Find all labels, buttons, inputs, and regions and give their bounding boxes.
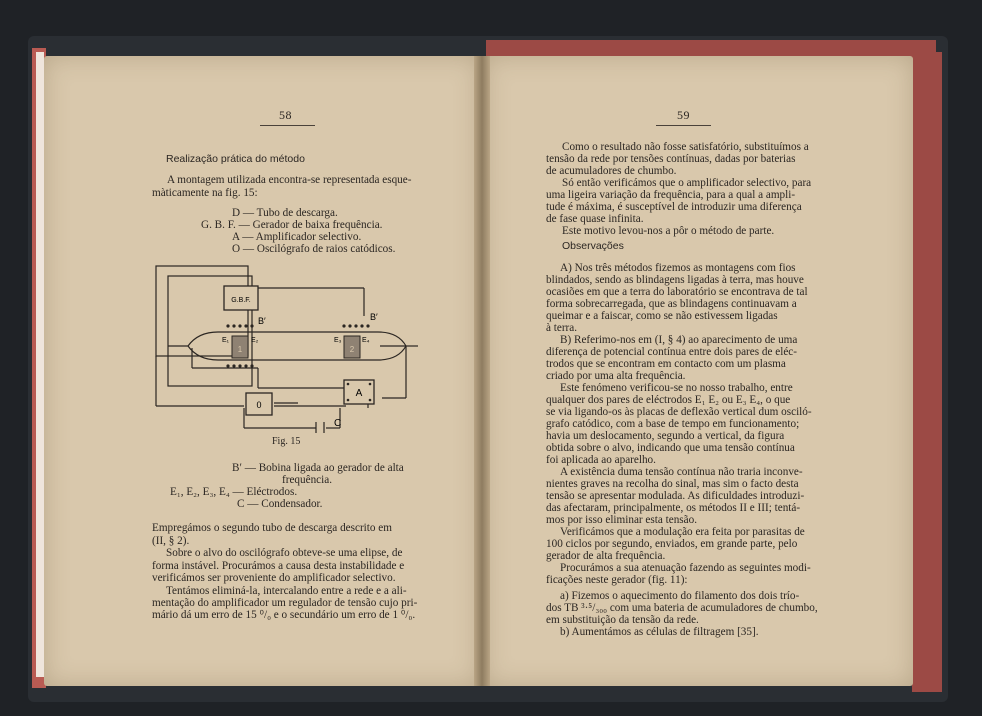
right-p4-line-1: a) Fizemos o aquecimento do filamento dos dois trío- xyxy=(560,590,800,602)
legend-bottom-line-4: C — Condensador. xyxy=(237,498,323,510)
left-page-number-rule xyxy=(260,125,315,126)
label-gbf: G.B.F. xyxy=(231,297,251,304)
page-edge-right xyxy=(912,52,942,692)
right-p3-line-20: Procurámos a sua atenuação fazendo as seguintes modi- xyxy=(560,562,811,574)
right-p3-line-1: B) Referimo-nos em (I, § 4) ao aparecimento de uma xyxy=(560,334,798,346)
left-body-line-6: Tentámos eliminá-la, intercalando entre a rede e a ali- xyxy=(166,585,407,597)
right-p3-line-13: nientes graves na recolha do sinal, mas sim o facto desta xyxy=(546,478,799,490)
right-p3-line-16: mos por isso eliminar esta tensão. xyxy=(546,514,698,526)
label-b-prime-2: B′ xyxy=(370,312,378,322)
legend-line-a: A — Amplificador selectivo. xyxy=(232,231,362,243)
left-body-line-1: Empregámos o segundo tubo de descarga descrito em xyxy=(152,522,392,534)
right-p3-line-19: gerador de alta frequência. xyxy=(546,550,666,562)
right-p3-line-3: trodos que se encontram em contacto com um plasma xyxy=(546,358,786,370)
right-p2-line-2: blindados, sendo as blindagens ligadas à terra, mas houve xyxy=(546,274,804,286)
right-p3-line-8: grafo catódico, com a base de tempo em funcionamento; xyxy=(546,418,800,430)
label-tube-1: 1 xyxy=(237,345,243,354)
right-p1-line-6: tude é máxima, é susceptível de introduzir uma diferença xyxy=(546,201,802,213)
legend-bottom-line-2: frequência. xyxy=(282,474,332,486)
book-gutter xyxy=(474,56,490,686)
figure-caption: Fig. 15 xyxy=(272,436,301,447)
left-intro-line-2: màticamente na fig. 15: xyxy=(152,187,258,199)
left-body-line-8: mário dá um erro de 15 ⁰/₀ e o secundário um erro de 1 ⁰/₀. xyxy=(152,609,416,621)
page-stack-left xyxy=(36,52,44,677)
left-body-line-5: verificámos ser proveniente do amplificador selectivo. xyxy=(152,572,396,584)
right-p1-line-1: Como o resultado não fosse satisfatório, substituímos a xyxy=(562,141,809,153)
left-body-line-2: (II, § 2). xyxy=(152,535,190,547)
right-p1-line-2: tensão da rede por tensões contínuas, dadas por baterias xyxy=(546,153,796,165)
right-p3-line-14: tensão se apresentar modulada. As dificuldades introduzi- xyxy=(546,490,805,502)
right-page-number-rule xyxy=(656,125,711,126)
label-amplifier: A xyxy=(355,388,363,399)
label-e1: E₁ xyxy=(222,337,230,344)
right-p3-line-5: Este fenómeno verificou-se no nosso trabalho, entre xyxy=(560,382,793,394)
legend-bottom-line-3: E₁, E₂, E₃, E₄ — Eléctrodos. xyxy=(170,486,298,498)
right-page-number: 59 xyxy=(677,108,690,122)
right-p3-line-10: obtida sobre o alvo, indicando que uma tensão contínua xyxy=(546,442,795,454)
label-tube-2: 2 xyxy=(349,345,355,354)
left-body-line-7: mentação do amplificador um regulador de tensão cujo pri- xyxy=(152,597,418,609)
right-p1-line-8: Este motivo levou-nos a pôr o método de parte. xyxy=(562,225,775,237)
right-p3-line-4: criado por uma alta frequência. xyxy=(546,370,686,382)
right-p4-line-3: em substituição da tensão da rede. xyxy=(546,614,699,626)
left-intro-line-1: A montagem utilizada encontra-se representada esque- xyxy=(167,174,412,186)
circuit-diagram xyxy=(148,258,428,433)
right-p3-line-7: se via ligando-os às placas de deflexão vertical dum osciló- xyxy=(546,406,812,418)
left-body-line-4: forma instável. Procurámos a causa desta instabilidade e xyxy=(152,560,405,572)
right-p3-line-6: qualquer dos pares de eléctrodos E₁ E₂ ou E₃ E₄, o que xyxy=(546,394,791,406)
left-section-title: Realização prática do método xyxy=(166,153,305,165)
right-p3-line-11: foi aplicada ao aparelho. xyxy=(546,454,656,466)
right-p4-line-2: dos TB ³·⁵/₃₀₀ com uma bateria de acumuladores de chumbo, xyxy=(546,602,818,614)
right-p3-line-9: havia um deslocamento, segundo a vertical, da figura xyxy=(546,430,785,442)
right-p1-line-5: uma ligeira variação da frequência, para a qual a ampli- xyxy=(546,189,796,201)
right-p1-line-4: Só então verificámos que o amplificador selectivo, para xyxy=(562,177,812,189)
right-p2-line-1: A) Nos três métodos fizemos as montagens com fios xyxy=(560,262,796,274)
left-page-number: 58 xyxy=(279,108,292,122)
right-p2-line-5: queimar e a faiscar, como se não estivessem ligadas xyxy=(546,310,778,322)
left-body-line-3: Sobre o alvo do oscilógrafo obteve-se uma elipse, de xyxy=(166,547,403,559)
right-p1-line-7: de fase quase infinita. xyxy=(546,213,644,225)
right-p2-line-3: ocasiões em que a terra do laboratório se encontrava de tal xyxy=(546,286,808,298)
right-p3-line-15: das afectaram, principalmente, os métodos II e III; tentá- xyxy=(546,502,801,514)
right-section-title: Observações xyxy=(562,240,624,252)
right-p3-line-21: ficações neste gerador (fig. 11): xyxy=(546,574,688,586)
legend-line-d: D — Tubo de descarga. xyxy=(232,207,338,219)
right-p3-line-2: diferença de potencial contínua entre dois pares de eléc- xyxy=(546,346,797,358)
label-e4: E₄ xyxy=(362,337,370,344)
label-e2: E₂ xyxy=(251,337,259,344)
right-p3-line-12: A existência duma tensão contínua não traria inconve- xyxy=(560,466,803,478)
right-p3-line-17: Verificámos que a modulação era feita por parasitas de xyxy=(560,526,805,538)
label-b-prime-1: B′ xyxy=(258,316,266,326)
legend-line-o: O — Oscilógrafo de raios catódicos. xyxy=(232,243,396,255)
label-e3: E₃ xyxy=(334,337,342,344)
legend-line-gbf: G. B. F. — Gerador de baixa frequência. xyxy=(201,219,383,231)
right-p1-line-3: de acumuladores de chumbo. xyxy=(546,165,677,177)
legend-bottom-line-1: B′ — Bobina ligada ao gerador de alta xyxy=(232,462,404,474)
label-condenser: C xyxy=(334,418,342,429)
right-p2-line-4: forma sobrecarregada, que as blindagens continuavam a xyxy=(546,298,797,310)
right-p4-line-4: b) Aumentámos as células de filtragem [35]. xyxy=(560,626,759,638)
right-p2-line-6: à terra. xyxy=(546,322,578,334)
right-p3-line-18: 100 ciclos por segundo, enviados, em grande parte, pelo xyxy=(546,538,798,550)
label-oscillograph: 0 xyxy=(256,400,262,410)
